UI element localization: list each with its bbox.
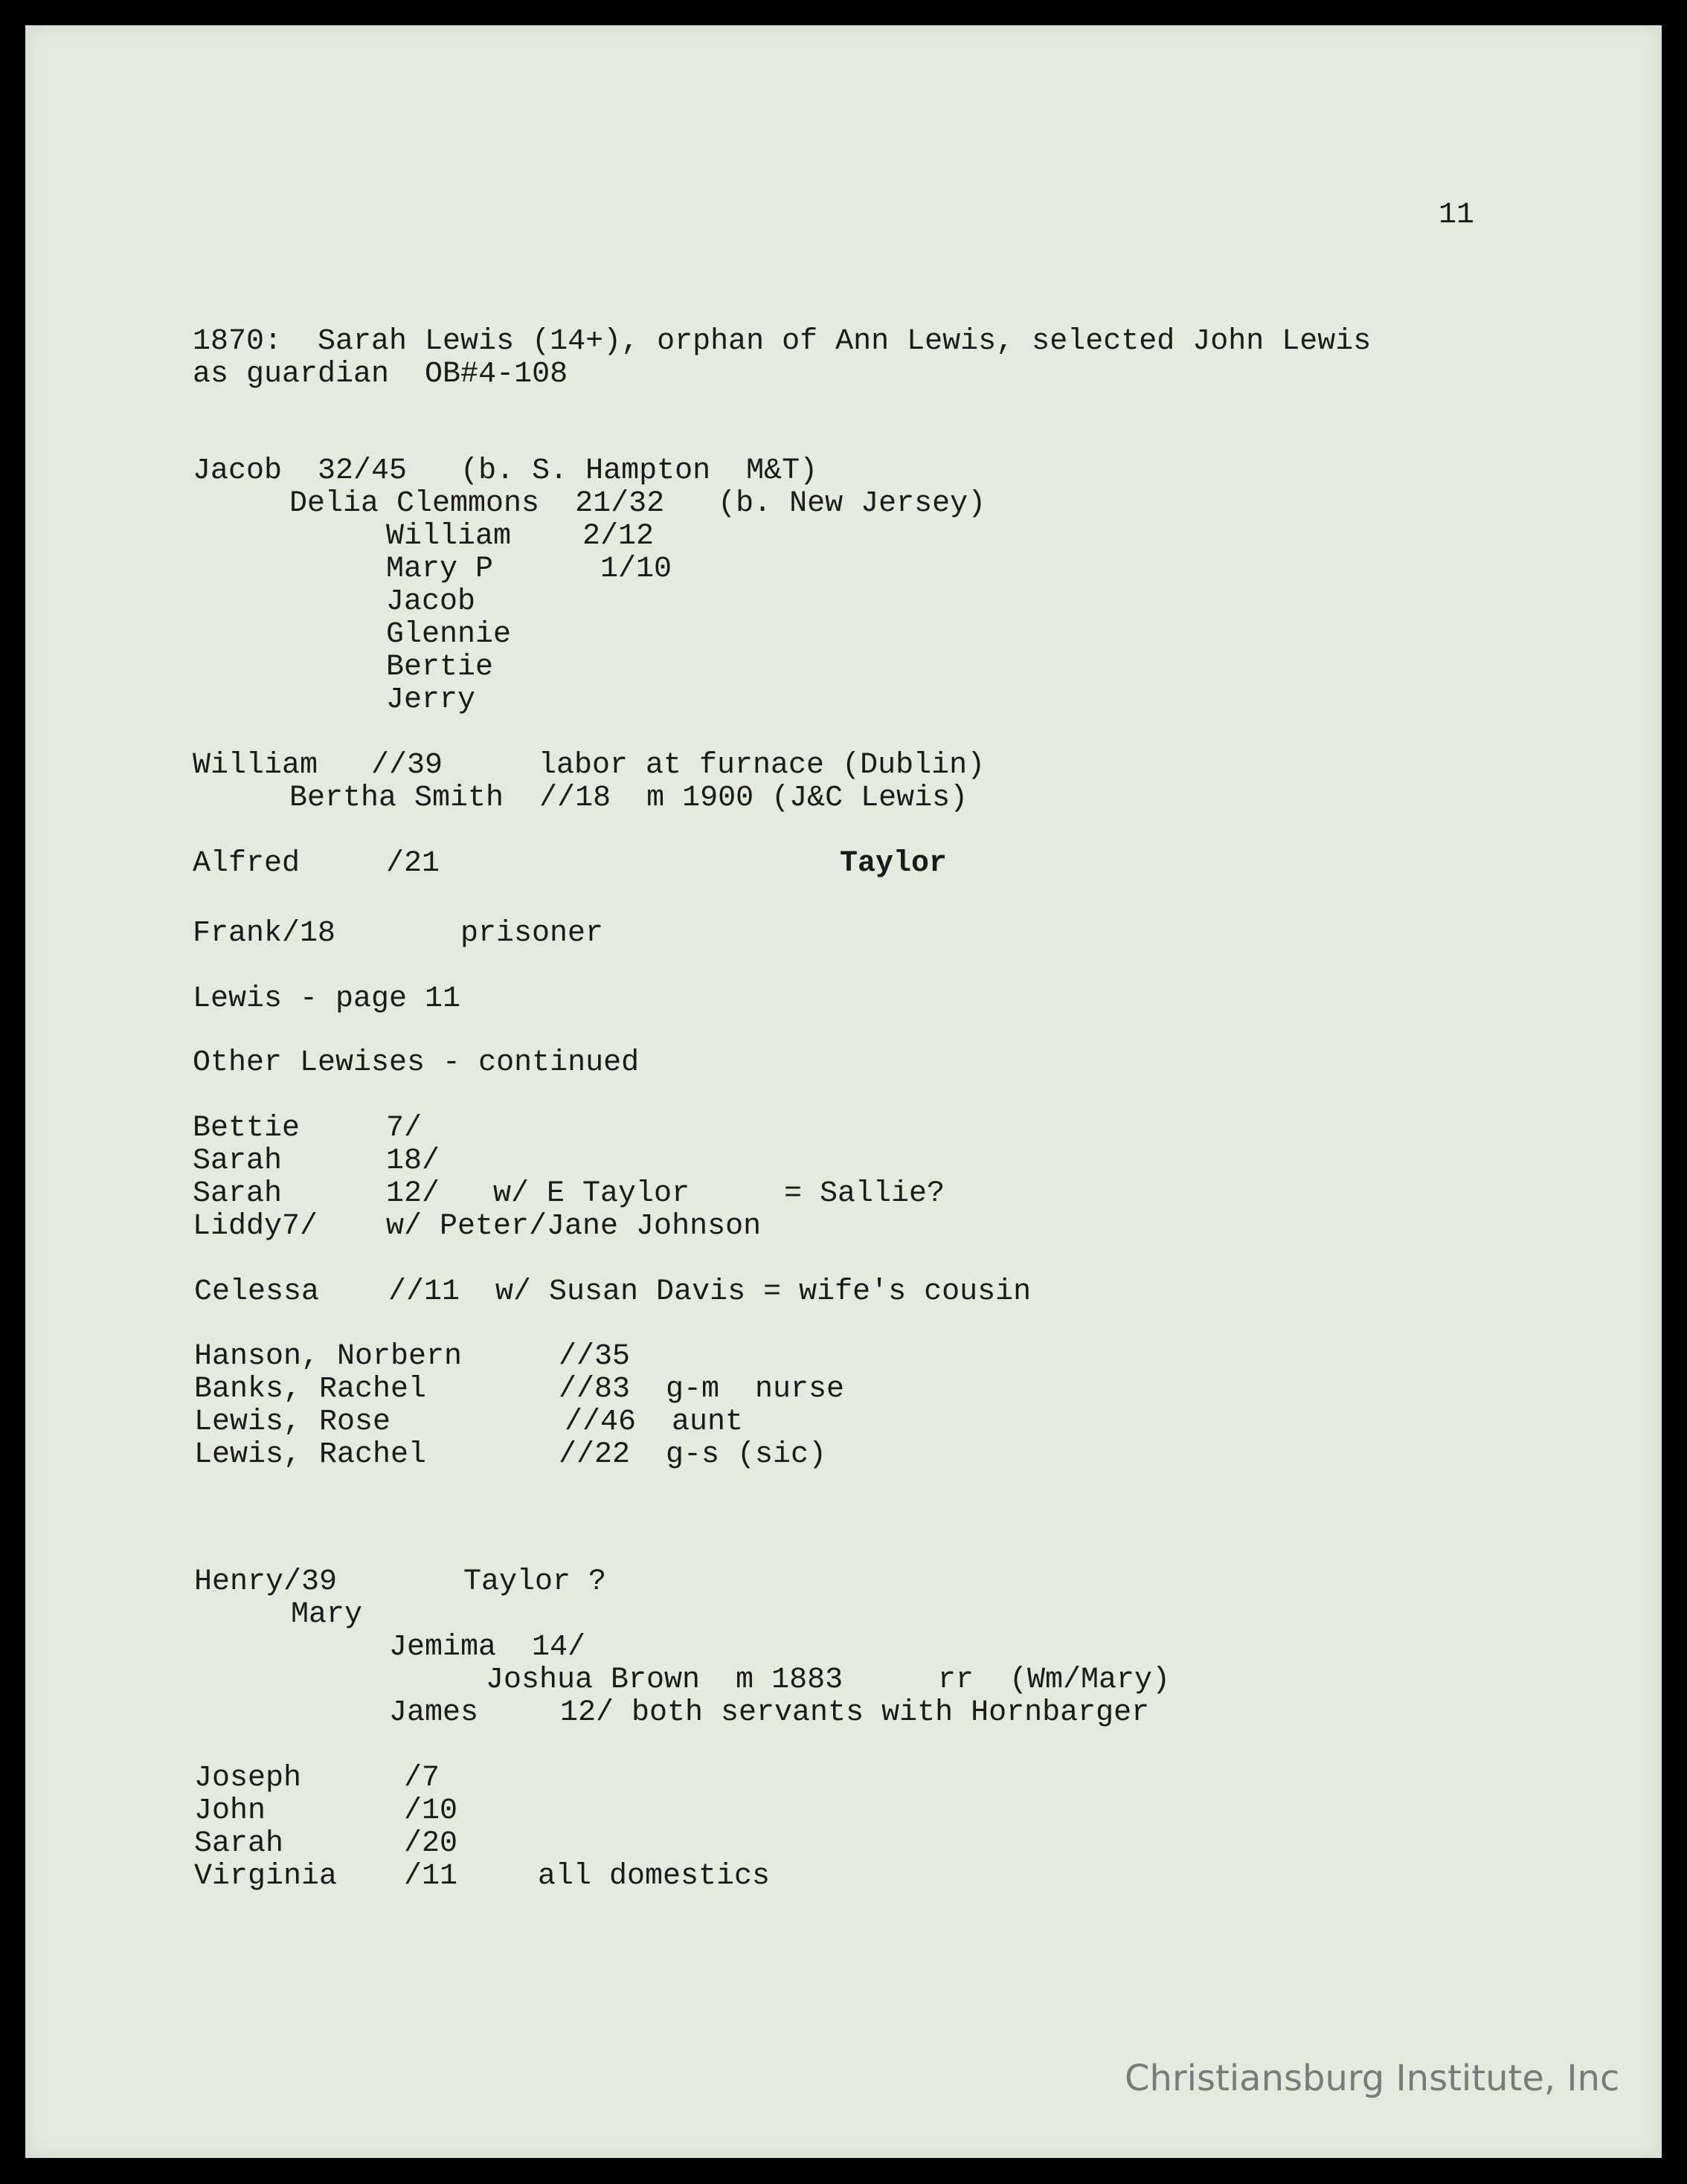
text-segment: /20 xyxy=(404,1827,458,1861)
text-segment: 12/ w/ E Taylor xyxy=(386,1177,690,1211)
text-segment: Virginia xyxy=(194,1860,338,1893)
text-segment: Sarah xyxy=(193,1177,283,1211)
text-segment: labor at furnace (Dublin) xyxy=(539,749,986,782)
text-segment: Alfred xyxy=(193,847,301,880)
text-segment: Lewis, Rachel xyxy=(194,1438,427,1472)
text-segment: Jerry xyxy=(386,683,476,717)
text-segment: Taylor ? xyxy=(463,1565,607,1599)
text-segment: 18/ xyxy=(386,1144,440,1178)
text-segment: William 2/12 xyxy=(386,520,655,553)
text-segment: Sarah xyxy=(194,1827,284,1861)
text-segment: William //39 xyxy=(193,749,443,782)
text-segment: 7/ xyxy=(386,1112,422,1145)
text-segment: //35 xyxy=(559,1340,631,1373)
text-segment: all domestics xyxy=(538,1860,771,1893)
text-segment: James xyxy=(389,1696,479,1730)
text-segment: Jacob xyxy=(386,585,476,619)
text-segment: Jemima 14/ xyxy=(389,1631,586,1664)
text-segment: /10 xyxy=(404,1794,458,1828)
text-segment: Banks, Rachel xyxy=(194,1373,427,1406)
text-segment: Henry/39 xyxy=(194,1565,338,1599)
document-page xyxy=(25,25,1662,2158)
text-segment: = Sallie? xyxy=(784,1177,945,1211)
text-segment: Joshua Brown m 1883 xyxy=(486,1663,844,1697)
text-segment: John xyxy=(194,1794,266,1828)
text-segment: /11 xyxy=(404,1860,458,1893)
text-segment: Mary xyxy=(291,1598,363,1631)
text-segment: //83 g-m nurse xyxy=(559,1373,845,1406)
text-segment: Bertie xyxy=(386,651,494,684)
text-segment: Liddy7/ xyxy=(193,1210,318,1243)
text-segment: rr (Wm/Mary) xyxy=(938,1663,1171,1697)
text-segment: Glennie xyxy=(386,618,512,651)
text-segment: //11 w/ Susan Davis = wife's cousin xyxy=(388,1275,1032,1309)
text-segment: Celessa xyxy=(194,1275,320,1309)
text-segment: /21 xyxy=(386,847,440,880)
text-segment: Taylor xyxy=(840,847,948,880)
text-segment: //22 g-s (sic) xyxy=(559,1438,827,1472)
text-segment: Bettie xyxy=(193,1112,301,1145)
text-segment: Bertha Smith //18 m 1900 (J&C Lewis) xyxy=(289,782,968,815)
text-segment: Hanson, Norbern xyxy=(194,1340,463,1373)
text-segment: Lewis - page 11 xyxy=(193,982,461,1016)
text-segment: Other Lewises - continued xyxy=(193,1046,640,1080)
text-segment: Delia Clemmons 21/32 (b. New Jersey) xyxy=(289,487,986,521)
text-segment: Frank/18 xyxy=(193,917,336,950)
text-segment: 1870: Sarah Lewis (14+), orphan of Ann Lewis, selected John Lewis xyxy=(193,325,1372,358)
text-segment: Jacob 32/45 (b. S. Hampton M&T) xyxy=(193,454,818,488)
page-number: 11 xyxy=(1439,199,1475,232)
watermark: Christiansburg Institute, Inc xyxy=(1125,2058,1620,2099)
text-segment: Mary P 1/10 xyxy=(386,553,672,586)
text-segment: prisoner xyxy=(460,917,604,950)
text-segment: as guardian OB#4-108 xyxy=(193,358,568,391)
text-segment: w/ Peter/Jane Johnson xyxy=(386,1210,762,1243)
text-segment: Joseph xyxy=(194,1762,302,1795)
text-segment: Lewis, Rose xyxy=(194,1405,391,1439)
text-segment: 12/ both servants with Hornbarger xyxy=(560,1696,1150,1730)
text-segment: Sarah xyxy=(193,1144,283,1178)
text-segment: /7 xyxy=(404,1762,440,1795)
text-segment: //46 aunt xyxy=(565,1405,744,1439)
